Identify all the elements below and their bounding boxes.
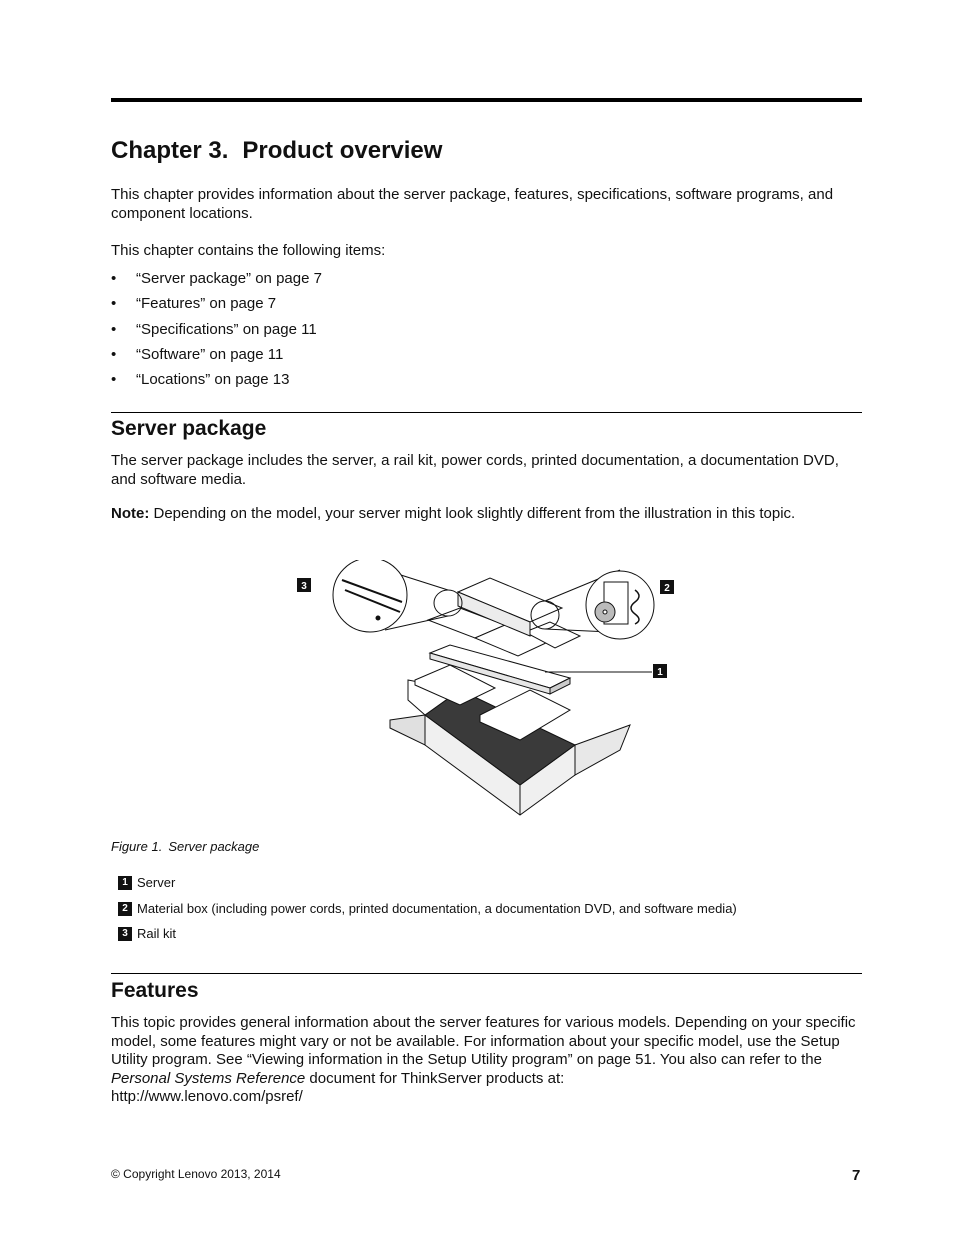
server-package-paragraph: The server package includes the server, a rail kit, power cords, printed documentation, a documentation DVD, and software media. <box>111 452 839 488</box>
note-text: Depending on the model, your server might look slightly different from the illustration in this topic. <box>149 505 796 522</box>
toc-item-software[interactable]: • “Software” on page 11 <box>111 346 322 371</box>
toc-list <box>111 270 322 396</box>
psref-link[interactable]: http://www.lenovo.com/psref/ <box>111 1088 303 1105</box>
legend-item-1 <box>118 875 175 891</box>
psref-doc-title: Personal Systems Reference <box>111 1069 306 1087</box>
contains-paragraph: This chapter contains the following items: <box>111 242 386 259</box>
material-zoom-circle <box>586 571 654 639</box>
features-text-2: document for ThinkServer products at: <box>305 1069 565 1087</box>
figure-caption-label: Figure 1. <box>111 839 163 854</box>
figure-caption-text: Server package <box>168 839 260 854</box>
features-paragraph <box>111 1014 862 1107</box>
rail-kit-zoom-circle <box>333 560 407 632</box>
callout-label-3: 3 <box>301 581 307 592</box>
features-heading: Features <box>111 979 199 1002</box>
section-rule-features <box>111 973 862 974</box>
features-text-1: This topic provides general information about the server features for various models. Depending on your specific model, some features might vary or not be available. For information about your specific model, use the Setup Utility program. See “Viewing information in the Setup Utility program” on page 51. You also can refer to the <box>111 1014 856 1068</box>
section-rule-server-package <box>111 412 862 413</box>
legend-text-3: Rail kit <box>137 926 177 941</box>
legend-item-3 <box>118 926 176 942</box>
dvd-hole <box>603 610 607 614</box>
toc-item-locations[interactable]: • “Locations” on page 13 <box>111 371 322 396</box>
legend-badge-2: 2 <box>118 902 132 916</box>
server-package-note <box>111 505 862 524</box>
toc-item-specifications[interactable]: • “Specifications” on page 11 <box>111 321 322 346</box>
carton-right-flap <box>575 725 630 775</box>
figure-caption <box>111 839 259 854</box>
copyright-footer: © Copyright Lenovo 2013, 2014 <box>111 1167 281 1181</box>
callout-label-2: 2 <box>664 583 670 594</box>
chapter-name: Product overview <box>242 137 443 164</box>
legend-badge-3: 3 <box>118 927 132 941</box>
page-number: 7 <box>852 1167 861 1184</box>
chapter-top-rule <box>111 98 862 102</box>
legend-text-2: Material box (including power cords, printed documentation, a documentation DVD, and software media) <box>137 901 737 916</box>
callout-label-1: 1 <box>657 667 663 678</box>
note-label: Note: <box>111 505 150 522</box>
server-package-illustration <box>290 560 680 820</box>
legend-badge-1: 1 <box>118 876 132 890</box>
legend-text-1: Server <box>137 875 176 890</box>
intro-paragraph: This chapter provides information about the server package, features, specifications, software programs, and component locations. <box>111 186 834 222</box>
chapter-number: Chapter 3. <box>111 137 229 164</box>
toc-item-features[interactable]: • “Features” on page 7 <box>111 295 322 320</box>
toc-item-server-package[interactable]: • “Server package” on page 7 <box>111 270 322 295</box>
legend-item-2 <box>118 901 737 917</box>
server-package-heading: Server package <box>111 417 267 440</box>
carton-left-flap <box>390 715 425 745</box>
chapter-title <box>111 137 442 165</box>
rail-screws <box>376 616 380 620</box>
